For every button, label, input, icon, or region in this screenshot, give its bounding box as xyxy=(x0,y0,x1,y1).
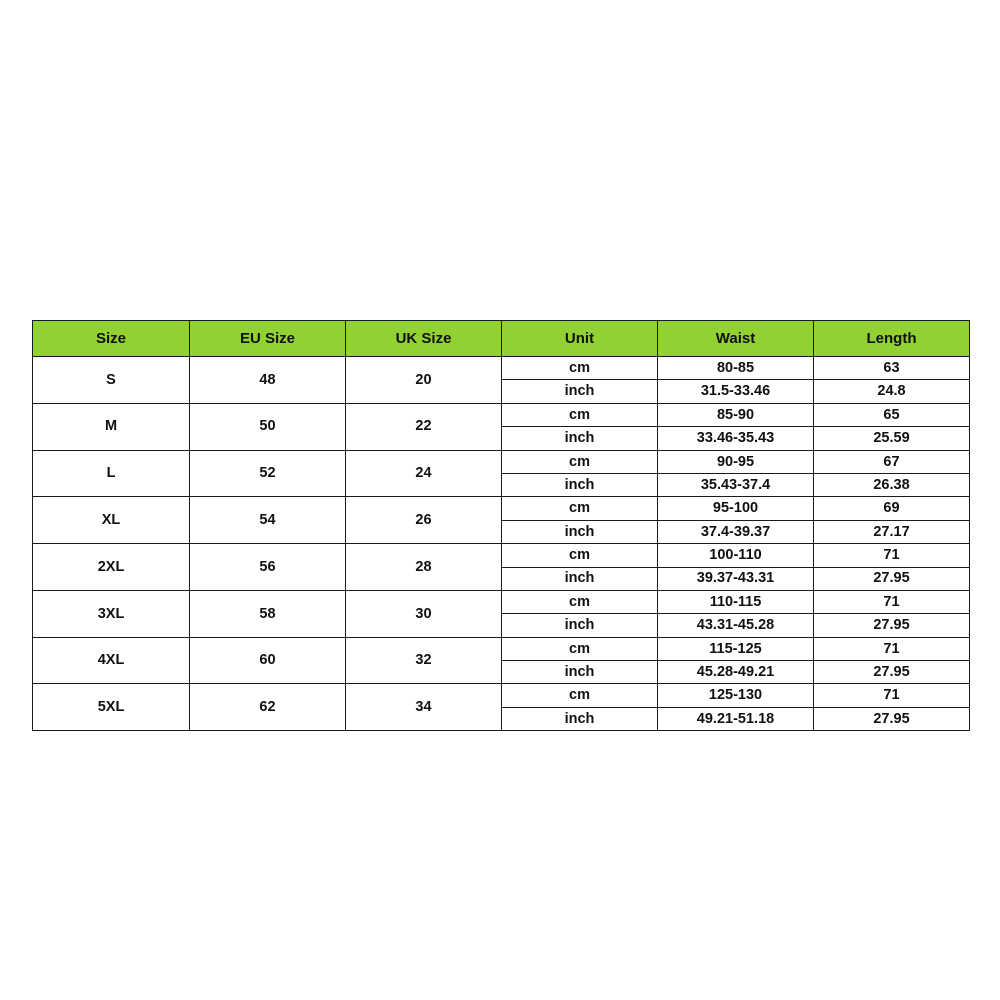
length-cell: 27.95 xyxy=(814,614,970,637)
unit-cell: cm xyxy=(502,637,658,660)
eu-size-cell: 58 xyxy=(190,590,346,637)
length-cell: 65 xyxy=(814,403,970,426)
waist-cell: 95-100 xyxy=(658,497,814,520)
length-cell: 67 xyxy=(814,450,970,473)
table-row xyxy=(33,497,970,520)
uk-size-cell: 26 xyxy=(346,497,502,544)
size-cell: 4XL xyxy=(33,637,190,684)
waist-cell: 39.37-43.31 xyxy=(658,567,814,590)
uk-size-cell: 28 xyxy=(346,544,502,591)
length-cell: 26.38 xyxy=(814,473,970,496)
header-size: Size xyxy=(33,321,190,357)
length-cell: 25.59 xyxy=(814,427,970,450)
header-waist: Waist xyxy=(658,321,814,357)
length-cell: 71 xyxy=(814,590,970,613)
length-cell: 71 xyxy=(814,684,970,707)
waist-cell: 85-90 xyxy=(658,403,814,426)
unit-cell: inch xyxy=(502,707,658,730)
size-chart-table xyxy=(32,320,970,731)
table-row xyxy=(33,684,970,707)
header-uk-size: UK Size xyxy=(346,321,502,357)
header-unit: Unit xyxy=(502,321,658,357)
size-cell: M xyxy=(33,403,190,450)
uk-size-cell: 34 xyxy=(346,684,502,731)
unit-cell: inch xyxy=(502,427,658,450)
uk-size-cell: 32 xyxy=(346,637,502,684)
waist-cell: 80-85 xyxy=(658,357,814,380)
unit-cell: cm xyxy=(502,684,658,707)
waist-cell: 49.21-51.18 xyxy=(658,707,814,730)
size-cell: L xyxy=(33,450,190,497)
waist-cell: 45.28-49.21 xyxy=(658,661,814,684)
size-cell: 2XL xyxy=(33,544,190,591)
eu-size-cell: 52 xyxy=(190,450,346,497)
waist-cell: 115-125 xyxy=(658,637,814,660)
length-cell: 24.8 xyxy=(814,380,970,403)
eu-size-cell: 62 xyxy=(190,684,346,731)
uk-size-cell: 24 xyxy=(346,450,502,497)
unit-cell: cm xyxy=(502,357,658,380)
table-row xyxy=(33,450,970,473)
uk-size-cell: 20 xyxy=(346,357,502,404)
unit-cell: cm xyxy=(502,403,658,426)
size-cell: XL xyxy=(33,497,190,544)
waist-cell: 100-110 xyxy=(658,544,814,567)
unit-cell: cm xyxy=(502,450,658,473)
length-cell: 71 xyxy=(814,637,970,660)
waist-cell: 31.5-33.46 xyxy=(658,380,814,403)
eu-size-cell: 56 xyxy=(190,544,346,591)
eu-size-cell: 60 xyxy=(190,637,346,684)
unit-cell: inch xyxy=(502,661,658,684)
length-cell: 27.95 xyxy=(814,661,970,684)
waist-cell: 125-130 xyxy=(658,684,814,707)
length-cell: 27.95 xyxy=(814,567,970,590)
table-row xyxy=(33,357,970,380)
table-body xyxy=(33,357,970,731)
length-cell: 27.95 xyxy=(814,707,970,730)
table-row xyxy=(33,403,970,426)
waist-cell: 33.46-35.43 xyxy=(658,427,814,450)
waist-cell: 37.4-39.37 xyxy=(658,520,814,543)
header-row xyxy=(33,321,970,357)
waist-cell: 90-95 xyxy=(658,450,814,473)
uk-size-cell: 22 xyxy=(346,403,502,450)
length-cell: 63 xyxy=(814,357,970,380)
unit-cell: inch xyxy=(502,520,658,543)
unit-cell: inch xyxy=(502,614,658,637)
unit-cell: cm xyxy=(502,590,658,613)
size-cell: S xyxy=(33,357,190,404)
waist-cell: 110-115 xyxy=(658,590,814,613)
header-eu-size: EU Size xyxy=(190,321,346,357)
eu-size-cell: 48 xyxy=(190,357,346,404)
size-cell: 3XL xyxy=(33,590,190,637)
size-cell: 5XL xyxy=(33,684,190,731)
eu-size-cell: 50 xyxy=(190,403,346,450)
table-row xyxy=(33,590,970,613)
unit-cell: cm xyxy=(502,544,658,567)
length-cell: 27.17 xyxy=(814,520,970,543)
length-cell: 71 xyxy=(814,544,970,567)
table-row xyxy=(33,544,970,567)
eu-size-cell: 54 xyxy=(190,497,346,544)
length-cell: 69 xyxy=(814,497,970,520)
unit-cell: cm xyxy=(502,497,658,520)
table-row xyxy=(33,637,970,660)
unit-cell: inch xyxy=(502,473,658,496)
header-length: Length xyxy=(814,321,970,357)
uk-size-cell: 30 xyxy=(346,590,502,637)
waist-cell: 43.31-45.28 xyxy=(658,614,814,637)
waist-cell: 35.43-37.4 xyxy=(658,473,814,496)
unit-cell: inch xyxy=(502,567,658,590)
table-header xyxy=(33,321,970,357)
unit-cell: inch xyxy=(502,380,658,403)
